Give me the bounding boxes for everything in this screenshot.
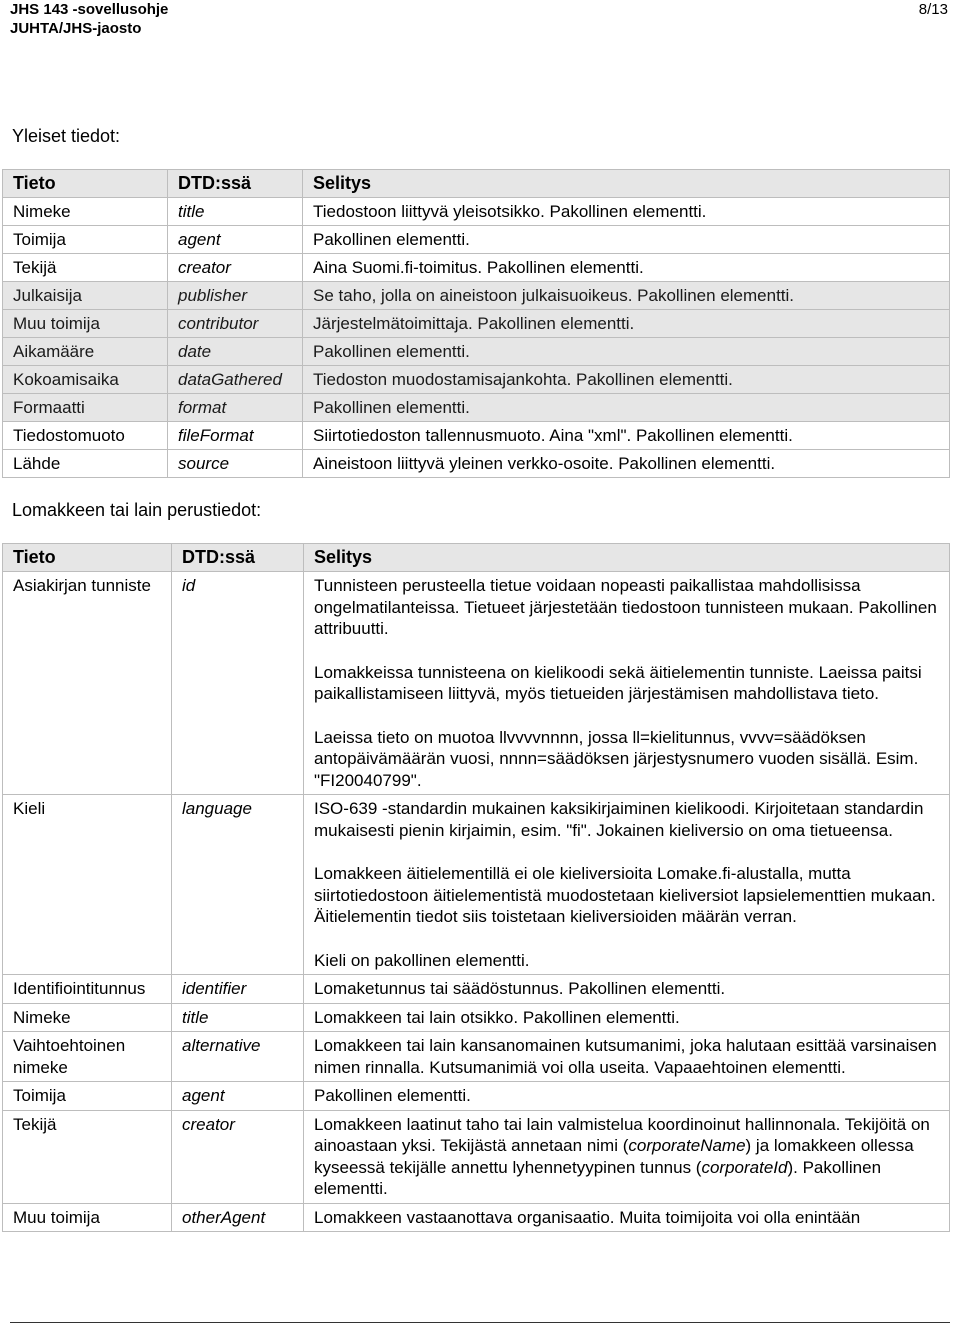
cell-tieto: Toimija [3,226,168,254]
cell-tieto: Tekijä [3,254,168,282]
table-row [3,338,950,366]
cell-tieto: Julkaisija [3,282,168,310]
cell-dtd: agent [172,1082,304,1111]
cell-selitys [304,1110,950,1203]
cell-dtd: creator [172,1110,304,1203]
cell-selitys: Aineistoon liittyvä yleinen verkko-osoite. Pakollinen elementti. [303,450,950,478]
cell-selitys: Pakollinen elementti. [303,394,950,422]
paragraph: Lomakkeen äitielementillä ei ole kieliversioita Lomake.fi-alustalla, mutta siirtotiedostoon äitielementistä muodostetaan kieliversiot lapsielementtien mukaan. Äitielementin tiedot siis toistetaan kieliversioiden määrän verran. [314,864,936,926]
table-row [3,1110,950,1203]
table-row [3,198,950,226]
table-header-row [3,170,950,198]
cell-tieto: Tiedostomuoto [3,422,168,450]
cell-dtd: id [172,572,304,795]
general-info-table [2,169,950,478]
cell-selitys: Pakollinen elementti. [304,1082,950,1111]
cell-selitys: Aina Suomi.fi-toimitus. Pakollinen elementti. [303,254,950,282]
table-row [3,422,950,450]
column-header-selitys: Selitys [304,544,950,572]
cell-dtd: identifier [172,975,304,1004]
cell-dtd: fileFormat [168,422,303,450]
cell-tieto: Lähde [3,450,168,478]
cell-tieto: Asiakirjan tunniste [3,572,172,795]
paragraph: Kieli on pakollinen elementti. [314,950,530,970]
cell-dtd: dataGathered [168,366,303,394]
cell-selitys [304,795,950,975]
table-row [3,366,950,394]
table-row [3,394,950,422]
element-name: corporateId [701,1157,788,1177]
cell-selitys: Lomakkeen tai lain otsikko. Pakollinen elementti. [304,1003,950,1032]
element-name: corporateName [628,1136,746,1155]
document-org: JUHTA/JHS-jaosto [10,20,142,37]
document-header [10,0,168,38]
table-row [3,1203,950,1232]
column-header-dtd: DTD:ssä [172,544,304,572]
table-header-row [3,544,950,572]
cell-dtd: otherAgent [172,1203,304,1232]
cell-tieto: Identifiointitunnus [3,975,172,1004]
text-fragment: ) ja lomakkeen ollessa kyseessä tekijälle annettu lyhennetyypinen tunnus ( [314,1136,914,1177]
table-row [3,572,950,795]
table-row [3,1082,950,1111]
cell-tieto: Muu toimija [3,1203,172,1232]
cell-dtd: language [172,795,304,975]
page-number: 8/13 [918,1,948,18]
table-row [3,1003,950,1032]
cell-selitys: Tiedoston muodostamisajankohta. Pakollinen elementti. [303,366,950,394]
document-code: JHS 143 -sovellusohje [10,1,169,18]
cell-selitys: Järjestelmätoimittaja. Pakollinen elementti. [303,310,950,338]
table-row [3,1032,950,1082]
section-title-basic: Lomakkeen tai lain perustiedot: [12,500,262,520]
table-row [3,282,950,310]
footer-divider [10,1322,950,1323]
cell-dtd: source [168,450,303,478]
cell-selitys: Tiedostoon liittyvä yleisotsikko. Pakollinen elementti. [303,198,950,226]
paragraph: ISO-639 -standardin mukainen kaksikirjaiminen kielikoodi. Kirjoitetaan standardin mukaisesti pienin kirjaimin, esim. "fi". Jokainen kieliversio on oma tietueensa. [314,799,924,840]
paragraph: Tunnisteen perusteella tietue voidaan nopeasti paikallistaa mahdollisissa ongelmatilanteissa. Tietueet järjestetään tiedostoon tunnisteen mukaan. Pakollinen attribuutti. [314,576,937,638]
cell-dtd: title [168,198,303,226]
cell-selitys: Lomakkeen vastaanottava organisaatio. Muita toimijoita voi olla enintään [304,1203,950,1232]
table-row [3,226,950,254]
text-fragment: Lomakkeen laatinut taho tai lain valmistelua koordinoinut hallinnonala. Tekijöitä on ainoastaan yksi. Tekijästä annetaan nimi ( [314,1114,930,1155]
cell-dtd: date [168,338,303,366]
section-title-general: Yleiset tiedot: [12,126,121,146]
cell-dtd: agent [168,226,303,254]
table-row [3,975,950,1004]
cell-selitys: Lomakkeen tai lain kansanomainen kutsumanimi, joka halutaan esittää varsinaisen nimen rinnalla. Kutsumanimiä voi olla useita. Vapaaehtoinen elementti. [304,1032,950,1082]
cell-dtd: contributor [168,310,303,338]
cell-tieto: Nimeke [3,198,168,226]
cell-tieto: Vaihtoehtoinen nimeke [3,1032,172,1082]
table-row [3,450,950,478]
cell-tieto: Kieli [3,795,172,975]
cell-tieto: Muu toimija [3,310,168,338]
cell-tieto: Tekijä [3,1110,172,1203]
cell-tieto: Aikamääre [3,338,168,366]
cell-dtd: format [168,394,303,422]
cell-tieto: Kokoamisaika [3,366,168,394]
cell-dtd: title [172,1003,304,1032]
paragraph: Laeissa tieto on muotoa llvvvvnnnn, jossa ll=kielitunnus, vvvv=säädöksen antopäivämäärän vuosi, nnnn=säädöksen järjestysnumero vuoden sisällä. Esim. "FI20040799". [314,727,919,790]
cell-selitys: Siirtotiedoston tallennusmuoto. Aina "xml". Pakollinen elementti. [303,422,950,450]
column-header-dtd: DTD:ssä [168,170,303,198]
cell-dtd: creator [168,254,303,282]
text-fragment: ). Pakollinen elementti. [314,1157,882,1198]
cell-selitys: Pakollinen elementti. [303,226,950,254]
cell-tieto: Nimeke [3,1003,172,1032]
column-header-tieto: Tieto [3,544,172,572]
column-header-tieto: Tieto [3,170,168,198]
cell-selitys: Pakollinen elementti. [303,338,950,366]
table-row [3,254,950,282]
table-row [3,795,950,975]
cell-dtd: publisher [168,282,303,310]
table-row [3,310,950,338]
column-header-selitys: Selitys [303,170,950,198]
cell-selitys: Lomaketunnus tai säädöstunnus. Pakollinen elementti. [304,975,950,1004]
cell-selitys: Se taho, jolla on aineistoon julkaisuoikeus. Pakollinen elementti. [303,282,950,310]
paragraph: Lomakkeissa tunnisteena on kielikoodi sekä äitielementin tunniste. Laeissa paitsi paikallistamiseen liittyvä, myös tietueiden järjestämisen mahdollistava tieto. [314,662,922,703]
cell-dtd: alternative [172,1032,304,1082]
basic-info-table [2,543,950,1232]
cell-tieto: Formaatti [3,394,168,422]
cell-selitys [304,572,950,795]
cell-tieto: Toimija [3,1082,172,1111]
